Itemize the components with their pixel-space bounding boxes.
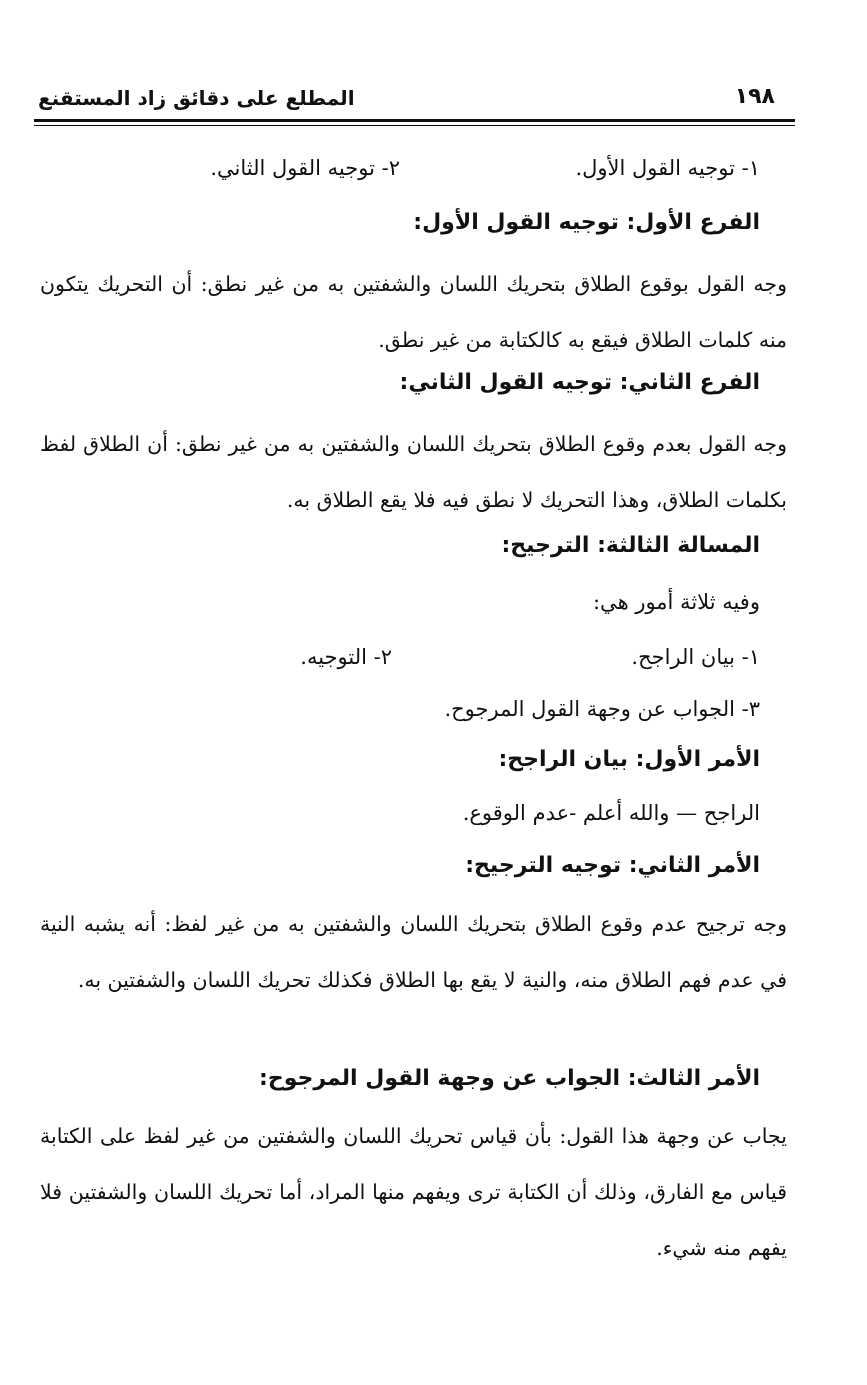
section-heading: الأمر الثالث: الجواب عن وجهة القول المرجوح: — [259, 1066, 760, 1091]
paragraph: وجه القول بوقوع الطلاق بتحريك اللسان والشفتين به من غير نطق: أن التحريك يتكون منه كلمات الطلاق فيقع به كالكتابة من غير نطق. — [40, 272, 787, 352]
header-rule-thin — [34, 125, 795, 126]
paragraph: وجه ترجيح عدم وقوع الطلاق بتحريك اللسان والشفتين به من غير لفظ: أنه يشبه النية في عدم فهم الطلاق منه، والنية لا يقع بها الطلاق فكذلك تحريك اللسان والشفتين به. — [40, 912, 787, 992]
list-item: ١- توجيه القول الأول. — [575, 156, 760, 180]
list-item: ٢- توجيه القول الثاني. — [210, 156, 400, 180]
section-heading: الفرع الأول: توجيه القول الأول: — [413, 210, 760, 235]
list-item: ٣- الجواب عن وجهة القول المرجوح. — [444, 697, 760, 721]
paragraph: الراجح — والله أعلم -عدم الوقوع. — [462, 801, 760, 825]
list-item: ٢- التوجيه. — [300, 645, 392, 669]
running-title: المطلع على دقائق زاد المستقنع — [38, 86, 355, 110]
header-rule-thick — [34, 119, 795, 122]
list-item: ١- بيان الراجح. — [631, 645, 760, 669]
section-heading: الفرع الثاني: توجيه القول الثاني: — [399, 370, 760, 395]
section-heading: الأمر الأول: بيان الراجح: — [498, 747, 760, 772]
paragraph: يجاب عن وجهة هذا القول: بأن قياس تحريك اللسان والشفتين من غير لفظ على الكتابة قياس مع الفارق، وذلك أن الكتابة ترى ويفهم منها المراد، أما تحريك اللسان والشفتين فلا يفهم منه شيء. — [40, 1124, 787, 1260]
paragraph: وفيه ثلاثة أمور هي: — [592, 590, 760, 614]
paragraph: وجه القول بعدم وقوع الطلاق بتحريك اللسان والشفتين به من غير نطق: أن الطلاق لفظ بكلمات الطلاق، وهذا التحريك لا نطق فيه فلا يقع الطلاق به. — [40, 432, 787, 512]
page-number: ١٩٨ — [734, 84, 775, 109]
section-heading: الأمر الثاني: توجيه الترجيح: — [465, 853, 760, 878]
section-heading: المسالة الثالثة: الترجيح: — [501, 533, 760, 558]
